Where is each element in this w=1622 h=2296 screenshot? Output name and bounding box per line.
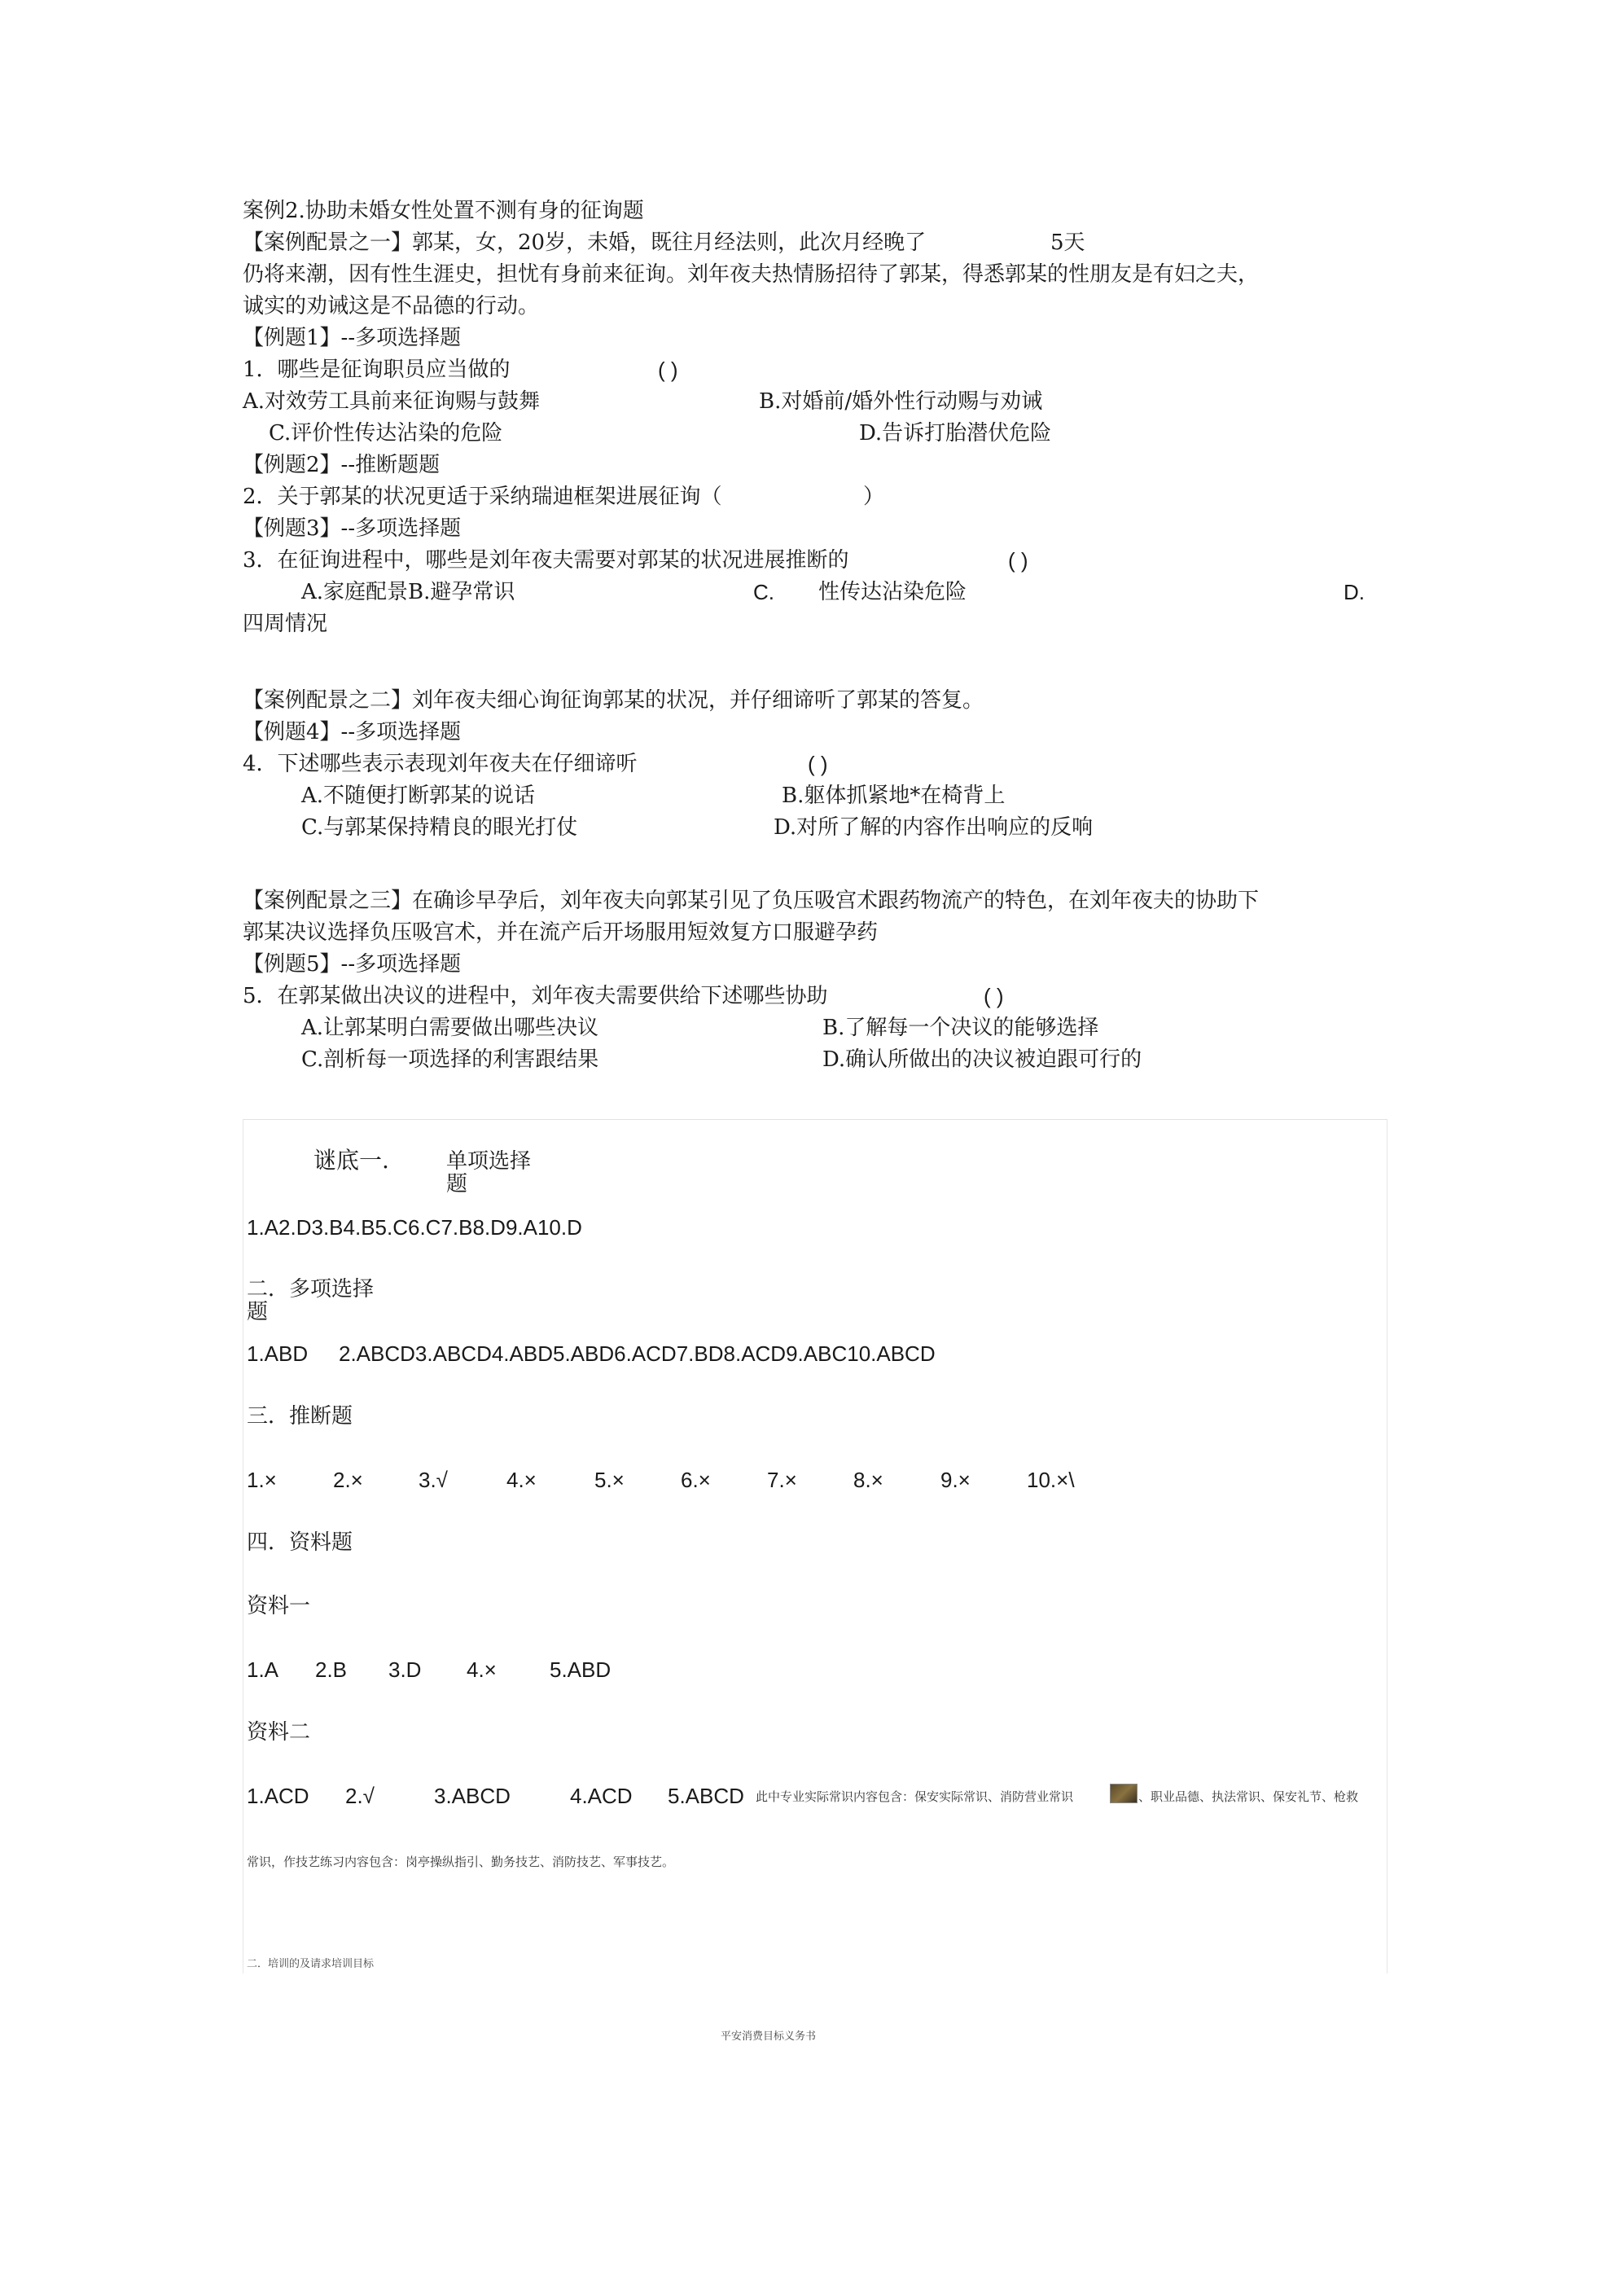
question-2: 2．关于郭某的状况更适于采纳瑞迪框架进展征询（ [243, 485, 722, 509]
question-1: 1．哪些是征询职员应当做的 [243, 358, 511, 382]
judgement-answer-6: 6.× [681, 1468, 711, 1492]
answers-header-section-1: 单项选择 [446, 1149, 532, 1174]
judgement-answer-4: 4.× [506, 1468, 537, 1492]
question-1-option-c: C.评价性传达沾染的危险 [269, 421, 503, 446]
multi-choice-answers: 2.ABCD3.ABCD4.ABD5.ABD6.ACD7.BD8.ACD9.ABC10.ABCD [339, 1341, 936, 1366]
question-5-option-d: D.确认所做出的决议被迫跟可行的 [822, 1047, 1142, 1072]
training-note-part-2: 、职业品德、执法常识、保安礼节、枪救 [1138, 1789, 1359, 1804]
material-2-answer-4: 4.ACD [570, 1784, 633, 1808]
judgement-answer-3: 3.√ [419, 1468, 448, 1492]
multi-choice-title-cont: 题 [247, 1300, 269, 1324]
multi-choice-answer-1: 1.ABD [247, 1341, 309, 1366]
question-5: 5．在郭某做出决议的进程中，刘年夜夫需要供给下述哪些协助 [243, 984, 828, 1008]
background-1-line-2: 仍将来潮，因有性生涯史，担忧有身前来征询。刘年夜夫热情肠招待了郭某，得悉郭某的性朋友是有妇之夫， [243, 262, 1260, 287]
question-1-blank: ( ) [658, 358, 678, 382]
example-1-title: 【例题1】--多项选择题 [243, 326, 462, 350]
material-1-answer-5: 5.ABD [550, 1657, 612, 1682]
question-1-option-b: B.对婚前/婚外性行动赐与劝诫 [759, 389, 1043, 414]
single-choice-answers: 1.A2.D3.B4.B5.C6.C7.B8.D9.A10.D [247, 1215, 582, 1240]
case-title: 案例2.协助未婚女性处置不测有身的征询题 [243, 199, 644, 223]
training-note-line-3: 二．培训的及请求培训目标 [247, 1958, 375, 1970]
answers-header-section-1-cont: 题 [446, 1172, 468, 1196]
question-4-option-d: D.对所了解的内容作出响应的反响 [774, 815, 1094, 840]
material-1-answer-4: 4.× [467, 1657, 497, 1682]
material-2-answer-3: 3.ABCD [434, 1784, 511, 1808]
background-1-days: 5天 [1050, 230, 1085, 255]
example-5-title: 【例题5】--多项选择题 [243, 952, 462, 977]
background-3-line-2: 郭某决议选择负压吸宫术，并在流产后开场服用短效复方口服避孕药 [243, 920, 879, 945]
question-5-blank: ( ) [984, 984, 1004, 1008]
background-3-line-1: 【案例配景之三】在确诊早孕后，刘年夜夫向郭某引见了负压吸宫术跟药物流产的特色，在刘年夜夫的协助下 [243, 889, 1260, 913]
material-2-answer-2: 2.√ [345, 1784, 375, 1808]
background-1-line-3: 诚实的劝诫这是不品德的行动。 [243, 294, 540, 318]
question-5-option-a: A.让郭某明白需要做出哪些决议 [301, 1016, 599, 1040]
question-3-option-c-label: C. [753, 580, 774, 604]
multi-choice-title: 二．多项选择 [247, 1277, 375, 1302]
training-note-part-1: 此中专业实际常识内容包含：保安实际常识、消防营业常识 [756, 1789, 1074, 1804]
material-title: 四．资料题 [247, 1530, 353, 1555]
page-footer: 平安消费目标义务书 [721, 2030, 817, 2043]
material-1-answer-2: 2.B [315, 1657, 348, 1682]
example-2-title: 【例题2】--推断题题 [243, 453, 441, 477]
judgement-answer-7: 7.× [767, 1468, 797, 1492]
material-1-answer-3: 3.D [388, 1657, 422, 1682]
question-3-blank: ( ) [1008, 548, 1028, 573]
question-4-blank: ( ) [808, 752, 828, 776]
judgement-answer-8: 8.× [853, 1468, 883, 1492]
material-1-title: 资料一 [247, 1594, 311, 1618]
question-3-options-ab: A.家庭配景B.避孕常识 [301, 580, 515, 604]
question-3-option-d-label: D. [1344, 580, 1365, 604]
question-4-option-c: C.与郭某保持精良的眼光打仗 [301, 815, 578, 840]
question-3: 3．在征询进程中，哪些是刘年夜夫需要对郭某的状况进展推断的 [243, 548, 849, 573]
material-2-answer-1: 1.ACD [247, 1784, 309, 1808]
judgement-title: 三．推断题 [247, 1404, 353, 1429]
question-3-option-d: 四周情况 [243, 612, 328, 636]
material-2-answer-5: 5.ABCD [668, 1784, 744, 1808]
material-1-answer-1: 1.A [247, 1657, 279, 1682]
answers-header: 谜底一. [313, 1147, 389, 1174]
judgement-answer-10: 10.×\ [1027, 1468, 1075, 1492]
question-3-option-c: 性传达沾染危险 [818, 580, 967, 604]
judgement-answer-1: 1.× [247, 1468, 277, 1492]
question-5-option-c: C.剖析每一项选择的利害跟结果 [301, 1047, 599, 1072]
thumbnail-image [1110, 1784, 1138, 1803]
question-2-blank-close: ） [863, 485, 885, 509]
question-4-option-b: B.躯体抓紧地*在椅背上 [782, 784, 1006, 808]
example-3-title: 【例题3】--多项选择题 [243, 516, 462, 541]
training-note-line-2: 常识，作技艺练习内容包含：岗亭操纵指引、勤务技艺、消防技艺、军事技艺。 [247, 1855, 675, 1869]
background-1-line-1: 【案例配景之一】郭某，女，20岁，未婚，既往月经法则，此次月经晚了 [243, 230, 927, 255]
background-2: 【案例配景之二】刘年夜夫细心询征询郭某的状况，并仔细谛听了郭某的答复。 [243, 688, 984, 713]
judgement-answer-5: 5.× [594, 1468, 625, 1492]
question-1-option-d: D.告诉打胎潜伏危险 [859, 421, 1052, 446]
answer-box [243, 1119, 1387, 1973]
example-4-title: 【例题4】--多项选择题 [243, 720, 462, 744]
material-2-title: 资料二 [247, 1720, 311, 1745]
question-4-option-a: A.不随便打断郭某的说话 [301, 784, 536, 808]
judgement-answer-9: 9.× [940, 1468, 971, 1492]
question-4: 4．下述哪些表示表现刘年夜夫在仔细谛听 [243, 752, 638, 776]
judgement-answer-2: 2.× [333, 1468, 363, 1492]
question-1-option-a: A.对效劳工具前来征询赐与鼓舞 [243, 389, 541, 414]
question-5-option-b: B.了解每一个决议的能够选择 [822, 1016, 1099, 1040]
